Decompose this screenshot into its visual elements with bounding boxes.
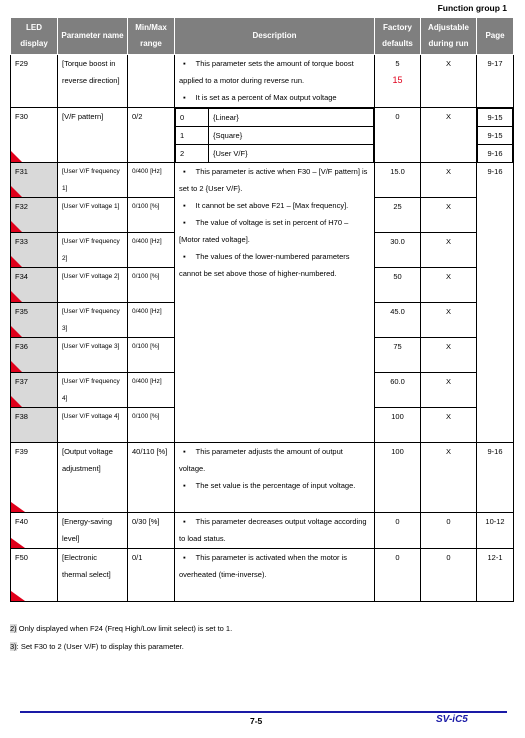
header-description: Description [175,18,375,55]
footnote [10,624,232,633]
function-group-title: Function group 1 [437,3,507,13]
range: 0/100 [%] [128,338,175,373]
table-row [11,549,514,602]
page-ref: 9-17 [477,55,514,108]
led-code: F29 [11,55,58,108]
option-number: 1 [176,127,209,145]
red-marker-icon [11,326,22,337]
range: 0/1 [128,549,175,602]
description-line: ▪ This parameter adjusts the amount of output voltage. [179,443,370,477]
adjustable: X [421,338,477,373]
range: 0/400 [Hz] [128,373,175,408]
factory-default: 100 [375,408,421,443]
footnote-text: Only displayed when F24 (Freq High/Low limit select) is set to 1. [16,624,233,633]
parameter-name: [User V/F frequency 1] [58,163,128,198]
led-code [11,268,58,303]
adjustable: X [421,55,477,108]
red-marker-icon [11,256,22,267]
footer-divider [20,711,507,713]
table-row [11,108,514,163]
factory-default: 0 [375,513,421,549]
led-code-text: F35 [15,307,28,316]
description-line: ▪ The values of the lower-numbered parameters cannot be set above those of higher-numbered. [179,248,370,282]
range [128,55,175,108]
led-code-text: F39 [15,447,28,456]
description-line: ▪ This parameter is activated when the motor is overheated (time-inverse). [179,549,370,583]
factory-default: 50 [375,268,421,303]
description [175,513,375,549]
table-header-row [11,18,514,55]
page-ref: 12-1 [477,549,514,602]
range: 0/2 [128,108,175,163]
red-marker-icon [11,151,22,162]
factory-default: 30.0 [375,233,421,268]
option-number: 0 [176,109,209,127]
option-label: {Linear} [209,109,374,127]
description-line: ▪ The value of voltage is set in percent of H70 – [Motor rated voltage]. [179,214,370,248]
red-marker-icon [11,221,22,232]
adjustable: 0 [421,513,477,549]
factory-value-red: 15 [392,75,403,85]
vf-option-list [175,108,374,162]
description [175,443,375,513]
header-parameter-name: Parameter name [58,18,128,55]
adjustable: X [421,408,477,443]
factory-default: 60.0 [375,373,421,408]
description-line: ▪ This parameter sets the amount of torque boost applied to a motor during reverse run. [179,55,370,89]
header-min-max-range: Min/Max range [128,18,175,55]
header-adjustable: Adjustable during run [421,18,477,55]
product-brand: SV-iC5 [436,714,468,725]
option-label: {User V/F} [209,145,374,163]
led-code-text: F50 [15,553,28,562]
adjustable: X [421,198,477,233]
description-line: ▪ This parameter decreases output voltage according to load status. [179,513,370,547]
led-code-text: F31 [15,167,28,176]
adjustable: X [421,108,477,163]
description [175,163,375,443]
description [175,55,375,108]
led-code-text: F37 [15,377,28,386]
footnote-text: : Set F30 to 2 (User V/F) to display this parameter. [16,642,184,651]
description-line: ▪ It is set as a percent of Max output voltage [179,89,370,106]
parameter-name: [User V/F voltage 1] [58,198,128,233]
adjustable: X [421,268,477,303]
parameter-name: [User V/F voltage 3] [58,338,128,373]
range: 0/400 [Hz] [128,163,175,198]
factory-default: 0 [375,549,421,602]
range: 0/100 [%] [128,198,175,233]
parameter-name: [Torque boost in reverse direction] [58,55,128,108]
header-factory-defaults: Factory defaults [375,18,421,55]
factory-default: 100 [375,443,421,513]
range: 0/400 [Hz] [128,303,175,338]
range: 0/30 [%] [128,513,175,549]
red-marker-icon [11,502,25,512]
adjustable: X [421,303,477,338]
red-marker-icon [11,396,22,407]
parameter-name: [User V/F frequency 4] [58,373,128,408]
led-code [11,303,58,338]
footnote-number: 2) [10,624,17,633]
parameter-name: [Energy-saving level] [58,513,128,549]
page-ref-item: 9-16 [478,145,513,163]
page-ref [477,108,514,163]
table-row [11,163,514,198]
led-code [11,108,58,163]
factory-default: 0 [375,108,421,163]
led-code-text: F32 [15,202,28,211]
led-code [11,338,58,373]
parameter-name: [V/F pattern] [58,108,128,163]
description [175,549,375,602]
factory-default: 45.0 [375,303,421,338]
parameter-name: [User V/F frequency 2] [58,233,128,268]
led-code-text: F34 [15,272,28,281]
led-code [11,198,58,233]
led-code [11,443,58,513]
parameter-name: [User V/F voltage 4] [58,408,128,443]
page-ref-list [477,108,513,162]
header-page: Page [477,18,514,55]
parameter-table [10,17,514,602]
adjustable: X [421,163,477,198]
description [175,108,375,163]
page-ref-item: 9-15 [478,127,513,145]
parameter-name: [User V/F frequency 3] [58,303,128,338]
led-code [11,513,58,549]
footnote-number: 3) [10,642,17,651]
range: 0/100 [%] [128,408,175,443]
led-code-text: F36 [15,342,28,351]
table-row [11,513,514,549]
parameter-name: [User V/F voltage 2] [58,268,128,303]
parameter-name: [Output voltage adjustment] [58,443,128,513]
led-code [11,408,58,443]
table-row [11,55,514,108]
factory-default: 75 [375,338,421,373]
red-marker-icon [11,186,22,197]
page-ref: 9-16 [477,163,514,443]
factory-default: 25 [375,198,421,233]
footnote [10,642,184,651]
adjustable: X [421,233,477,268]
adjustable: X [421,443,477,513]
page-number: 7-5 [250,716,263,726]
range: 0/100 [%] [128,268,175,303]
led-code-text: F33 [15,237,28,246]
factory-value: 5 [395,59,400,68]
option-number: 2 [176,145,209,163]
led-code [11,233,58,268]
header-led-display: LED display [11,18,58,55]
page-ref: 10-12 [477,513,514,549]
adjustable: X [421,373,477,408]
led-code-text: F30 [15,112,28,121]
adjustable: 0 [421,549,477,602]
page-ref: 9-16 [477,443,514,513]
range: 0/400 [Hz] [128,233,175,268]
parameter-name: [Electronic thermal select] [58,549,128,602]
description-line: ▪ The set value is the percentage of input voltage. [179,477,370,494]
factory-default: 15.0 [375,163,421,198]
option-label: {Square} [209,127,374,145]
red-marker-icon [11,291,22,302]
description-line: ▪ It cannot be set above F21 – [Max frequency]. [179,197,370,214]
range: 40/110 [%] [128,443,175,513]
factory-default [375,55,421,108]
led-code [11,163,58,198]
led-code [11,373,58,408]
red-marker-icon [11,591,25,601]
page-ref-item: 9-15 [478,109,513,127]
led-code [11,549,58,602]
red-marker-icon [11,361,22,372]
description-line: ▪ This parameter is active when F30 – [V/F pattern] is set to 2 {User V/F}. [179,163,370,197]
table-row [11,443,514,513]
led-code-text: F40 [15,517,28,526]
red-marker-icon [11,538,25,548]
led-code-text: F38 [15,412,28,421]
